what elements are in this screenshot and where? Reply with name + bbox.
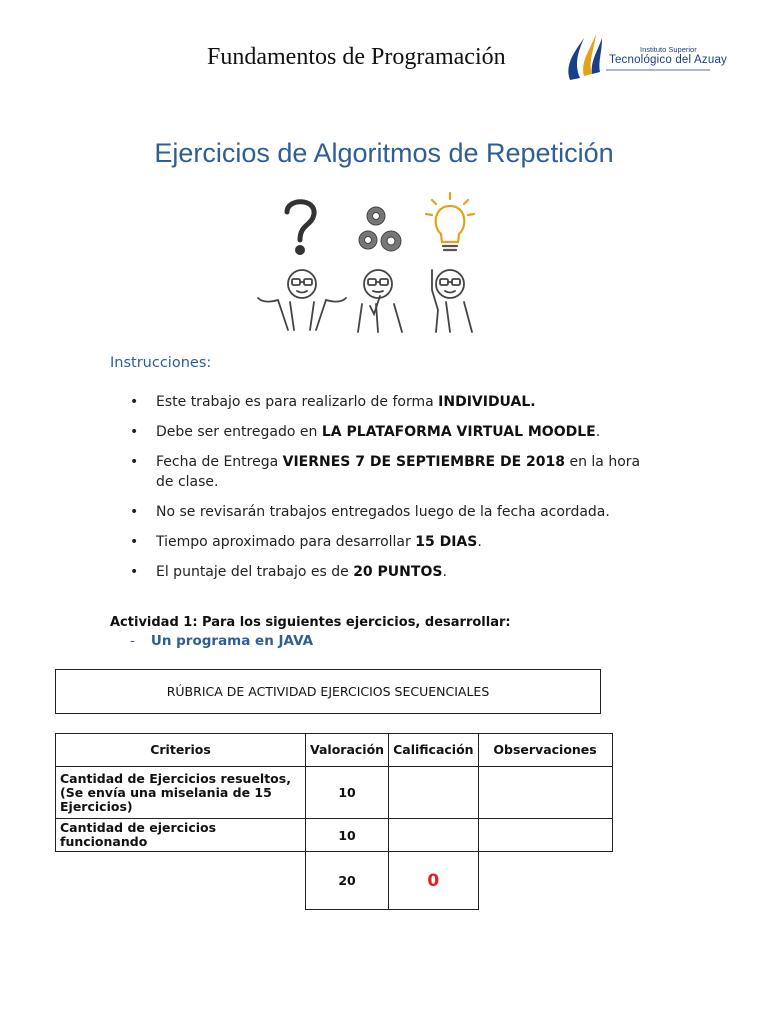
table-row [56,767,613,819]
instruction-item: • Tiempo aproximado para desarrollar 15 DIAS. [130,534,482,550]
blank-cell [56,852,306,910]
table-total-row [56,852,613,910]
header-valoracion: Valoración [306,734,389,767]
activity-title: Actividad 1: Para los siguientes ejercicios, desarrollar: [110,615,511,630]
gears-icon [359,207,401,251]
blank-cell [478,852,612,910]
logo-text-small: Instituto Superior [640,45,697,54]
header-title: Fundamentos de Programación [207,44,506,70]
calificacion-cell [389,767,478,819]
header-observaciones: Observaciones [478,734,612,767]
dash-bullet: - [130,633,135,649]
header-calificacion: Calificación [389,734,478,767]
logo-swoosh-blue [568,38,584,80]
observaciones-cell [478,819,612,852]
table-header-row [56,734,613,767]
table-row [56,819,613,852]
instructions-list [130,392,660,592]
score-value: 0 [427,870,440,891]
person-shrugging [258,270,346,330]
instruction-item: • Debe ser entregado en LA PLATAFORMA VIRTUAL MOODLE. [130,424,601,440]
activity-subitem-text: Un programa en JAVA [150,633,314,649]
header-criterios: Criterios [56,734,306,767]
person-thinking [358,270,402,332]
instruction-item: • No se revisarán trabajos entregados luego de la fecha acordada. [130,504,610,520]
lightbulb-icon [426,193,474,250]
valoracion-cell: 10 [306,819,389,852]
logo-text-main: Tecnológico del Azuay [609,54,727,66]
valoracion-cell: 10 [306,767,389,819]
criterio-cell: Cantidad de Ejercicios resueltos, (Se envía una miselania de 15 Ejercicios) [56,767,306,819]
rubric-title: RÚBRICA DE ACTIVIDAD EJERCICIOS SECUENCIALES [166,684,490,699]
activity-subitem [130,633,313,649]
instruction-item: • Fecha de Entrega VIERNES 7 DE SEPTIEMBRE DE 2018 en la hora de clase. [130,454,641,490]
criterio-cell: Cantidad de ejercicios funcionando [56,819,306,852]
instructions-heading: Instrucciones: [110,355,212,371]
instruction-item: • El puntaje del trabajo es de 20 PUNTOS. [130,564,447,580]
total-calificacion [389,852,478,910]
rubric-table [55,733,613,910]
thinking-people-illustration [250,190,500,340]
observaciones-cell [478,767,612,819]
rubric-title-box [55,669,601,714]
calificacion-cell [389,819,478,852]
total-valoracion: 20 [306,852,389,910]
question-mark-icon [287,202,314,253]
instruction-item: • Este trabajo es para realizarlo de forma INDIVIDUAL. [130,394,536,410]
document-title: Ejercicios de Algoritmos de Repetición [154,138,614,168]
person-idea [432,270,472,332]
